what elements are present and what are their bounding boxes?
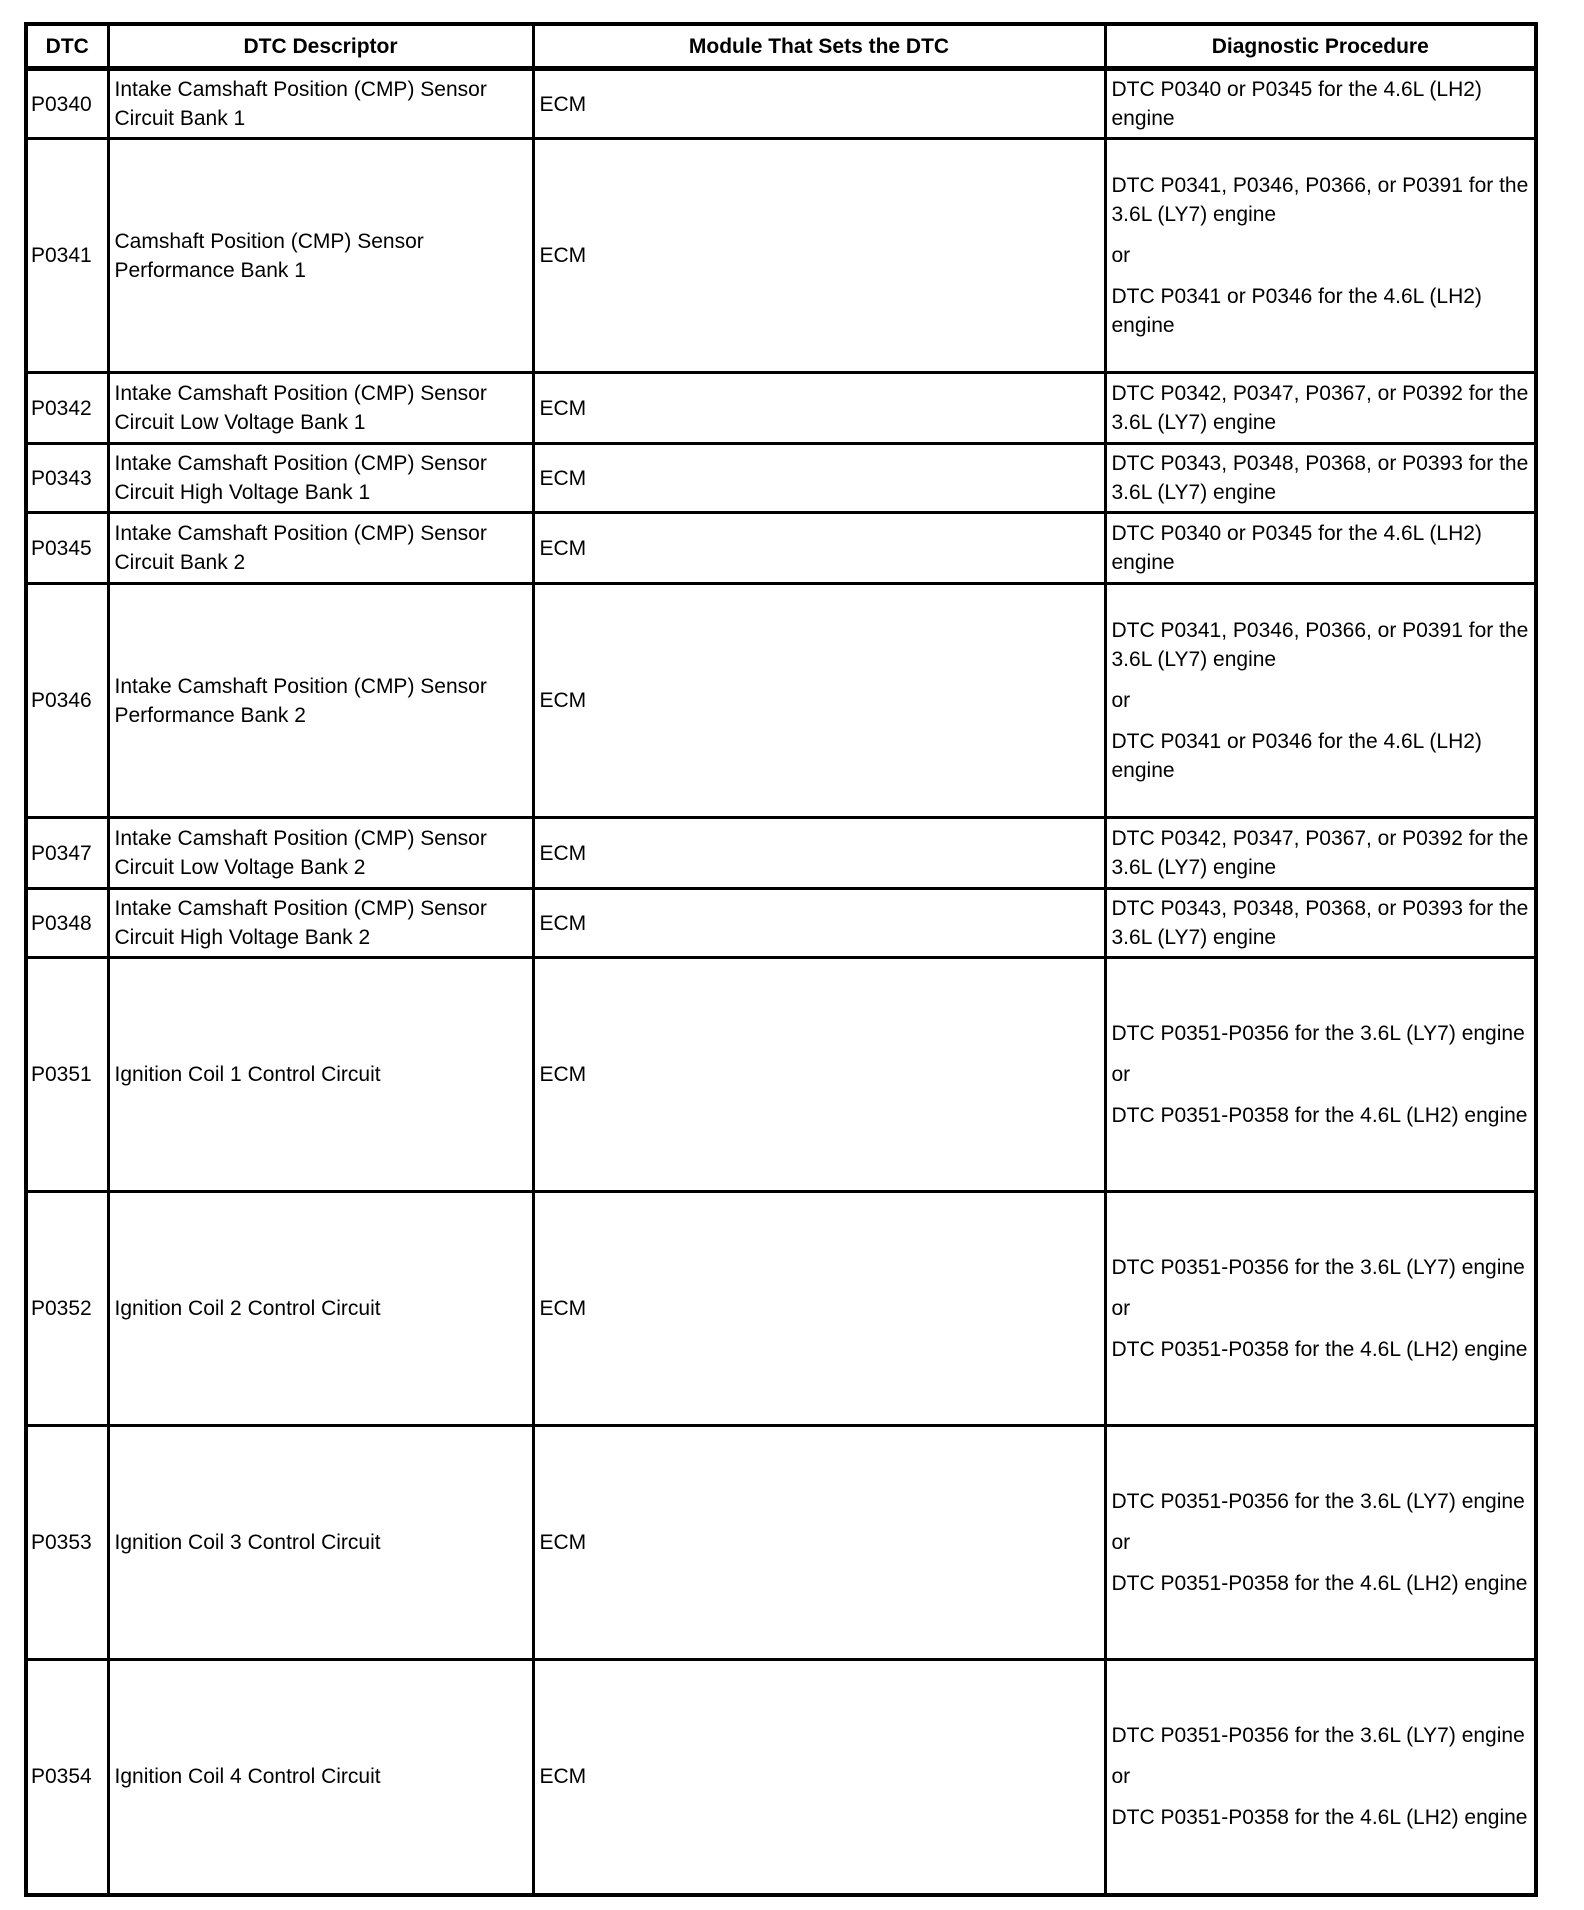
dtc-code-cell: P0347 [26, 818, 108, 889]
descriptor-cell: Ignition Coil 4 Control Circuit [108, 1660, 533, 1895]
dtc-code-cell: P0340 [26, 69, 108, 139]
descriptor-cell: Intake Camshaft Position (CMP) Sensor Circuit Bank 1 [108, 69, 533, 139]
module-cell: ECM [533, 958, 1105, 1192]
descriptor-cell: Ignition Coil 3 Control Circuit [108, 1426, 533, 1660]
table-row [26, 1192, 1536, 1426]
header-dtc: DTC [26, 24, 108, 69]
procedure-text: DTC P0351-P0358 for the 4.6L (LH2) engine [1111, 1104, 1528, 1127]
table-row [26, 513, 1536, 584]
procedure-text: DTC P0351-P0358 for the 4.6L (LH2) engine [1111, 1338, 1528, 1361]
procedure-cell [1105, 444, 1536, 513]
procedure-text: DTC P0343, P0348, P0368, or P0393 for the 3.6L (LY7) engine [1111, 452, 1529, 504]
procedure-text: DTC P0351-P0356 for the 3.6L (LY7) engine [1111, 1256, 1525, 1279]
procedure-or: or [1111, 244, 1131, 267]
procedure-text: DTC P0351-P0358 for the 4.6L (LH2) engine [1111, 1806, 1528, 1830]
procedure-text: DTC P0342, P0347, P0367, or P0392 for the 3.6L (LY7) engine [1111, 827, 1529, 879]
dtc-code-cell: P0348 [26, 889, 108, 958]
procedure-or: or [1111, 689, 1131, 712]
procedure-cell [1105, 1192, 1536, 1426]
procedure-text: DTC P0351-P0356 for the 3.6L (LY7) engine [1111, 1490, 1525, 1513]
procedure-cell [1105, 1660, 1536, 1895]
procedure-cell [1105, 958, 1536, 1192]
dtc-code-cell: P0353 [26, 1426, 108, 1660]
module-cell: ECM [533, 444, 1105, 513]
procedure-text: DTC P0340 or P0345 for the 4.6L (LH2) engine [1111, 78, 1482, 130]
procedure-cell [1105, 1426, 1536, 1660]
dtc-table [24, 22, 1538, 1897]
table-row [26, 1660, 1536, 1895]
descriptor-cell: Camshaft Position (CMP) Sensor Performance Bank 1 [108, 139, 533, 373]
module-cell: ECM [533, 139, 1105, 373]
module-cell: ECM [533, 513, 1105, 584]
descriptor-cell: Intake Camshaft Position (CMP) Sensor Performance Bank 2 [108, 584, 533, 818]
module-cell: ECM [533, 584, 1105, 818]
procedure-cell [1105, 513, 1536, 584]
procedure-text: DTC P0341 or P0346 for the 4.6L (LH2) engine [1111, 730, 1482, 782]
descriptor-cell: Intake Camshaft Position (CMP) Sensor Circuit Bank 2 [108, 513, 533, 584]
module-cell: ECM [533, 69, 1105, 139]
procedure-text: DTC P0343, P0348, P0368, or P0393 for the 3.6L (LY7) engine [1111, 897, 1529, 949]
procedure-cell [1105, 818, 1536, 889]
header-procedure: Diagnostic Procedure [1105, 24, 1536, 69]
procedure-text: DTC P0342, P0347, P0367, or P0392 for the 3.6L (LY7) engine [1111, 382, 1529, 434]
procedure-text: DTC P0351-P0358 for the 4.6L (LH2) engine [1111, 1572, 1528, 1595]
descriptor-cell: Intake Camshaft Position (CMP) Sensor Circuit Low Voltage Bank 2 [108, 818, 533, 889]
descriptor-cell: Intake Camshaft Position (CMP) Sensor Circuit High Voltage Bank 1 [108, 444, 533, 513]
table-row [26, 584, 1536, 818]
dtc-code-cell: P0352 [26, 1192, 108, 1426]
procedure-cell [1105, 584, 1536, 818]
table-row [26, 958, 1536, 1192]
dtc-code-cell: P0343 [26, 444, 108, 513]
module-cell: ECM [533, 373, 1105, 444]
procedure-cell [1105, 69, 1536, 139]
dtc-code-cell: P0354 [26, 1660, 108, 1895]
table-row [26, 444, 1536, 513]
procedure-or: or [1111, 1531, 1131, 1554]
dtc-code-cell: P0345 [26, 513, 108, 584]
table-row [26, 1426, 1536, 1660]
module-cell: ECM [533, 1660, 1105, 1895]
procedure-or: or [1111, 1063, 1131, 1086]
procedure-cell [1105, 889, 1536, 958]
procedure-text: DTC P0341, P0346, P0366, or P0391 for the 3.6L (LY7) engine [1111, 619, 1529, 671]
procedure-text: DTC P0341 or P0346 for the 4.6L (LH2) engine [1111, 285, 1482, 337]
dtc-code-cell: P0341 [26, 139, 108, 373]
module-cell: ECM [533, 1426, 1105, 1660]
procedure-or: or [1111, 1765, 1131, 1789]
procedure-text: DTC P0340 or P0345 for the 4.6L (LH2) engine [1111, 522, 1482, 574]
module-cell: ECM [533, 889, 1105, 958]
descriptor-cell: Intake Camshaft Position (CMP) Sensor Circuit Low Voltage Bank 1 [108, 373, 533, 444]
header-descriptor: DTC Descriptor [108, 24, 533, 69]
table-row [26, 818, 1536, 889]
dtc-code-cell: P0351 [26, 958, 108, 1192]
descriptor-cell: Ignition Coil 2 Control Circuit [108, 1192, 533, 1426]
procedure-text: DTC P0351-P0356 for the 3.6L (LY7) engine [1111, 1724, 1525, 1748]
procedure-text: DTC P0341, P0346, P0366, or P0391 for the 3.6L (LY7) engine [1111, 174, 1529, 226]
procedure-cell [1105, 139, 1536, 373]
table-row [26, 889, 1536, 958]
table-row [26, 373, 1536, 444]
table-row [26, 139, 1536, 373]
table-row [26, 69, 1536, 139]
descriptor-cell: Ignition Coil 1 Control Circuit [108, 958, 533, 1192]
module-cell: ECM [533, 1192, 1105, 1426]
module-cell: ECM [533, 818, 1105, 889]
descriptor-cell: Intake Camshaft Position (CMP) Sensor Circuit High Voltage Bank 2 [108, 889, 533, 958]
dtc-code-cell: P0342 [26, 373, 108, 444]
procedure-text: DTC P0351-P0356 for the 3.6L (LY7) engine [1111, 1022, 1525, 1045]
header-module: Module That Sets the DTC [533, 24, 1105, 69]
procedure-cell [1105, 373, 1536, 444]
header-row [26, 24, 1536, 69]
dtc-code-cell: P0346 [26, 584, 108, 818]
procedure-or: or [1111, 1297, 1131, 1320]
